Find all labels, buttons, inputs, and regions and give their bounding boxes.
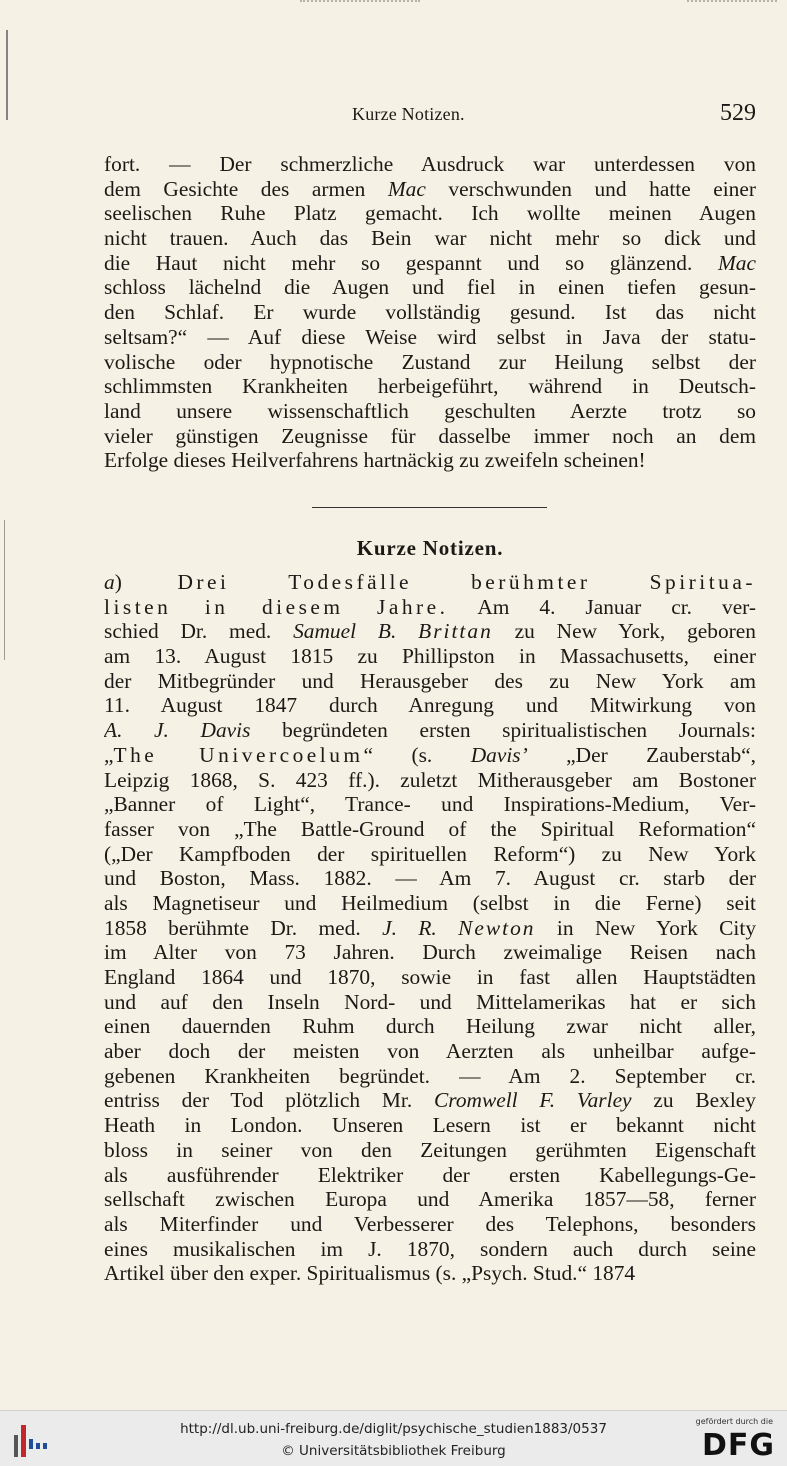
text-run: volische oder hypnotische Zustand zur Heilung selbst der xyxy=(104,349,756,374)
text-run: gebenen Krankheiten begründet. — Am 2. September cr. xyxy=(104,1063,756,1088)
text-run: zu New York, geboren xyxy=(492,619,756,644)
text-run: Newton xyxy=(458,915,536,940)
text-run: als Magnetiseur und Heilmedium (selbst in die Ferne) seit xyxy=(104,890,756,915)
text-line xyxy=(104,1261,756,1286)
text-line xyxy=(104,1138,756,1163)
text-run: („Der Kampfboden der spirituellen Reform“) zu New York xyxy=(104,841,756,866)
text-run: fort. — Der schmerzliche Ausdruck war unterdessen von xyxy=(104,152,756,176)
text-run: den Schlaf. Er wurde vollständig gesund. Ist das nicht xyxy=(104,300,756,325)
text-run: fasser von „The Battle-Ground of the Spiritual Reformation“ xyxy=(104,816,756,841)
text-line xyxy=(104,718,756,743)
text-line xyxy=(104,792,756,817)
text-line xyxy=(104,1039,756,1064)
text-line xyxy=(104,251,756,276)
text-line xyxy=(104,743,756,768)
paragraph-notices xyxy=(104,570,756,1286)
text-run: Am 4. Januar cr. ver- xyxy=(448,594,756,619)
text-run: zu Bexley xyxy=(631,1088,756,1113)
text-run: ) xyxy=(114,570,178,594)
text-run: „ xyxy=(104,742,114,767)
text-run: sellschaft zwischen Europa und Amerika 1857—58, ferner xyxy=(104,1187,756,1212)
text-line xyxy=(104,1187,756,1212)
text-run: und Boston, Mass. 1882. — Am 7. August cr. starb der xyxy=(104,866,756,891)
running-title: Kurze Notizen. xyxy=(352,104,465,124)
text-run: als Miterfinder und Verbesserer des Telephons, besonders xyxy=(104,1211,756,1236)
footer-copyright: © Universitätsbibliothek Freiburg xyxy=(281,1443,506,1459)
text-run: Leipzig 1868, S. 423 ff.). zuletzt Mitherausgeber am Bostoner xyxy=(104,767,756,792)
text-run: „Der Zauberstab“, xyxy=(527,742,756,767)
text-line xyxy=(104,916,756,941)
text-line xyxy=(104,1163,756,1188)
text-run: in New York City xyxy=(535,915,756,940)
text-line xyxy=(104,226,756,251)
text-run: Cromwell F. Varley xyxy=(434,1088,632,1113)
text-run: land unsere wissenschaftlich geschulten Aerzte trotz so xyxy=(104,398,756,423)
text-line xyxy=(104,399,756,424)
scan-top-marks xyxy=(300,0,420,8)
text-line xyxy=(104,177,756,202)
dfg-logo: DFG xyxy=(701,1428,775,1463)
text-line xyxy=(104,1113,756,1138)
text-run: J. R. xyxy=(382,915,459,940)
text-run: Brittan xyxy=(418,619,493,644)
text-line xyxy=(104,448,756,473)
text-run: Erfolge dieses Heilverfahrens hartnäckig zu zweifeln scheinen! xyxy=(104,448,646,473)
text-line xyxy=(104,570,756,595)
text-line xyxy=(104,424,756,449)
text-run: und auf den Inseln Nord- und Mittelamerikas hat er sich xyxy=(104,989,756,1014)
text-run: seelischen Ruhe Platz gemacht. Ich wollte meinen Augen xyxy=(104,201,756,226)
text-run: Mac xyxy=(717,250,756,275)
text-line xyxy=(104,940,756,965)
scan-top-marks xyxy=(687,0,777,10)
page-header xyxy=(104,100,756,130)
text-line xyxy=(104,619,756,644)
text-run: listen in diesem Jahre. xyxy=(104,594,449,619)
footer-url-link[interactable]: http://dl.ub.uni-freiburg.de/diglit/psychische_studien1883/0537 xyxy=(180,1421,607,1437)
text-run: Drei Todesfälle berühmter Spiritua- xyxy=(177,570,756,594)
text-run: a xyxy=(104,570,115,594)
text-run: Artikel über den exper. Spiritualismus (s. „Psych. Stud.“ 1874 xyxy=(104,1261,636,1286)
text-line xyxy=(104,842,756,867)
text-line xyxy=(104,693,756,718)
text-line xyxy=(104,965,756,990)
text-run: dem Gesichte des armen xyxy=(104,176,388,201)
text-line xyxy=(104,300,756,325)
section-divider xyxy=(312,507,547,508)
text-run: The Univercoelum xyxy=(113,742,364,767)
scan-edge-marks xyxy=(6,30,12,120)
text-line xyxy=(104,817,756,842)
text-line xyxy=(104,644,756,669)
text-line xyxy=(104,1237,756,1262)
section-title: Kurze Notizen. xyxy=(356,536,504,560)
text-line xyxy=(104,595,756,620)
text-line xyxy=(104,1088,756,1113)
text-line xyxy=(104,866,756,891)
text-line xyxy=(104,1014,756,1039)
text-line xyxy=(104,1064,756,1089)
text-run: schloss lächelnd die Augen und fiel in einen tiefen gesun- xyxy=(104,275,756,300)
text-run: Davis’ xyxy=(470,742,528,767)
text-run: seltsam?“ — Auf diese Weise wird selbst in Java der statu- xyxy=(104,324,756,349)
text-run: entriss der Tod plötzlich Mr. xyxy=(104,1088,435,1113)
scan-edge-marks xyxy=(4,520,7,660)
text-run: “ (s. xyxy=(363,742,471,767)
text-run: schlimmsten Krankheiten herbeigeführt, während in Deutsch- xyxy=(104,374,756,399)
page-number: 529 xyxy=(720,100,756,126)
text-line xyxy=(104,201,756,226)
paragraph-continued xyxy=(104,152,756,473)
text-line xyxy=(104,325,756,350)
text-run: 1858 berühmte Dr. med. xyxy=(104,915,383,940)
text-run: Heath in London. Unseren Lesern ist er bekannt nicht xyxy=(104,1113,756,1138)
text-line xyxy=(104,891,756,916)
text-run: die Haut nicht mehr so gespannt und so glänzend. xyxy=(104,250,718,275)
text-run: England 1864 und 1870, sowie in fast allen Hauptstädten xyxy=(104,965,756,989)
text-line xyxy=(104,152,756,177)
text-run: eines musikalischen im J. 1870, sondern auch durch seine xyxy=(104,1236,756,1261)
text-run: der Mitbegründer und Herausgeber des zu New York am xyxy=(104,668,756,693)
text-run: bloss in seiner von den Zeitungen gerühmten Eigenschaft xyxy=(104,1137,756,1162)
text-run: aber doch der meisten von Aerzten als unheilbar aufge- xyxy=(104,1039,756,1064)
dfg-funding-note: gefördert durch die xyxy=(695,1417,773,1426)
text-line xyxy=(104,768,756,793)
text-run: am 13. August 1815 zu Phillipston in Massachusetts, einer xyxy=(104,644,756,669)
text-run: Mac xyxy=(387,176,426,201)
text-run: begründeten ersten spiritualistischen Journals: xyxy=(250,718,756,743)
library-footer xyxy=(0,1410,787,1466)
text-run: A. J. Davis xyxy=(104,718,251,743)
text-line xyxy=(104,990,756,1015)
text-run: vieler günstigen Zeugnisse für dasselbe immer noch an dem xyxy=(104,423,756,448)
text-run: 11. August 1847 durch Anregung und Mitwirkung von xyxy=(104,693,756,718)
text-line xyxy=(104,669,756,694)
text-run: einen dauernden Ruhm durch Heilung zwar nicht aller, xyxy=(104,1014,756,1039)
text-run: schied Dr. med. xyxy=(104,619,294,644)
text-line xyxy=(104,350,756,375)
text-run: Samuel B. xyxy=(293,619,419,644)
text-run: verschwunden und hatte einer xyxy=(425,176,756,201)
text-run: als ausführender Elektriker der ersten Kabellegungs-Ge- xyxy=(104,1162,756,1187)
text-run: im Alter von 73 Jahren. Durch zweimalige Reisen nach xyxy=(104,940,756,965)
text-run: „Banner of Light“, Trance- und Inspirations-Medium, Ver- xyxy=(104,792,756,817)
text-run: nicht trauen. Auch das Bein war nicht mehr so dick und xyxy=(104,226,756,251)
text-line xyxy=(104,1212,756,1237)
text-line xyxy=(104,275,756,300)
text-line xyxy=(104,374,756,399)
